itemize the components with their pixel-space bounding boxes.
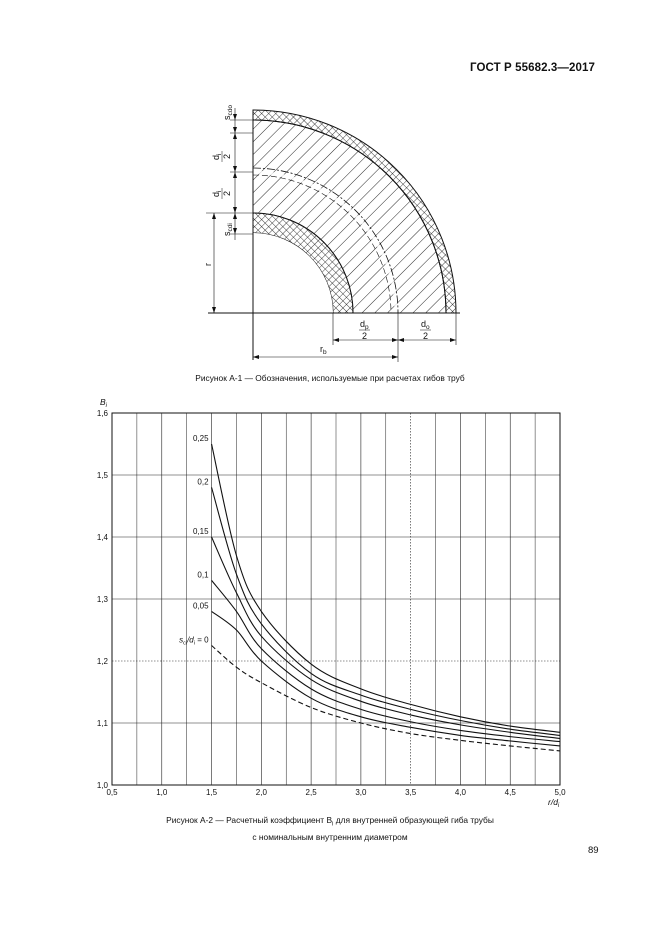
x-tick-label: 1,5 — [205, 788, 218, 797]
document-header: ГОСТ Р 55682.3—2017 — [470, 62, 595, 74]
label-s-cdo: $s_{cdo}$ — [222, 105, 234, 120]
page-number: 89 — [588, 845, 599, 856]
x-tick-label: 2,5 — [305, 788, 317, 797]
x-tick-label: 3,5 — [405, 788, 417, 797]
x-tick-label: 5,0 — [554, 788, 566, 797]
x-tick-label: 0,5 — [106, 788, 118, 797]
figure-pipe-bend — [203, 105, 460, 362]
figure2-caption — [100, 814, 560, 843]
figure2-caption-line2: с номинальным внутренним диаметром — [252, 831, 408, 842]
x-tick-label: 3,0 — [355, 788, 367, 797]
x-tick-label: 2,0 — [255, 788, 267, 797]
y-tick-label: 1,3 — [96, 595, 108, 604]
svg-text:di: $d_i$ — [211, 190, 223, 197]
y-tick-label: 1,0 — [96, 781, 108, 790]
series-label-2: 0,15 — [192, 527, 209, 536]
svg-text:2: 2 — [362, 331, 368, 341]
x-tick-label: 1,0 — [156, 788, 168, 797]
y-axis-label: $B_i$ — [100, 397, 108, 409]
y-tick-label: 1,5 — [96, 471, 108, 480]
svg-text:2: 2 — [222, 153, 232, 159]
x-tick-label: 4,5 — [504, 788, 516, 797]
series-label-1: 0,2 — [197, 477, 209, 487]
svg-text:dp: $d_p$ — [360, 319, 369, 331]
svg-text:di: $d_i$ — [211, 153, 223, 160]
x-tick-label: 4,0 — [454, 788, 467, 797]
label-do-half — [420, 319, 431, 341]
label-di-half-bottom — [211, 188, 232, 199]
series-label-3: 0,1 — [197, 570, 209, 580]
y-tick-label: 1,4 — [96, 533, 108, 542]
figure1-caption: Рисунок А-1 — Обозначения, используемые при расчетах гибов труб — [195, 373, 465, 383]
svg-text:2: 2 — [222, 190, 232, 196]
label-r: r — [203, 263, 213, 266]
figure2-caption-line1: Рисунок А-2 — Расчетный коэффициент $B_i$ для внутренней образующей гиба трубы — [166, 815, 494, 828]
y-tick-label: 1,6 — [96, 409, 108, 418]
chart-bi-coefficient — [97, 397, 566, 809]
y-tick-label: 1,1 — [96, 719, 108, 728]
series-label-0: 0,25 — [192, 434, 209, 443]
label-s-cdi: $s_{cdi}$ — [222, 223, 234, 236]
label-di-half-top — [211, 151, 232, 162]
series-label-4: 0,05 — [192, 601, 209, 611]
x-axis-label: $r/d_i$ — [548, 797, 560, 809]
label-dp-half — [359, 319, 370, 341]
svg-text:2: 2 — [423, 331, 429, 341]
series-label-5: $s_{ci}/d_i = 0$ — [179, 635, 209, 647]
y-tick-label: 1,2 — [96, 657, 108, 666]
label-rb: $r_b$ — [320, 344, 327, 356]
svg-text:do: $d_o$ — [421, 319, 430, 331]
